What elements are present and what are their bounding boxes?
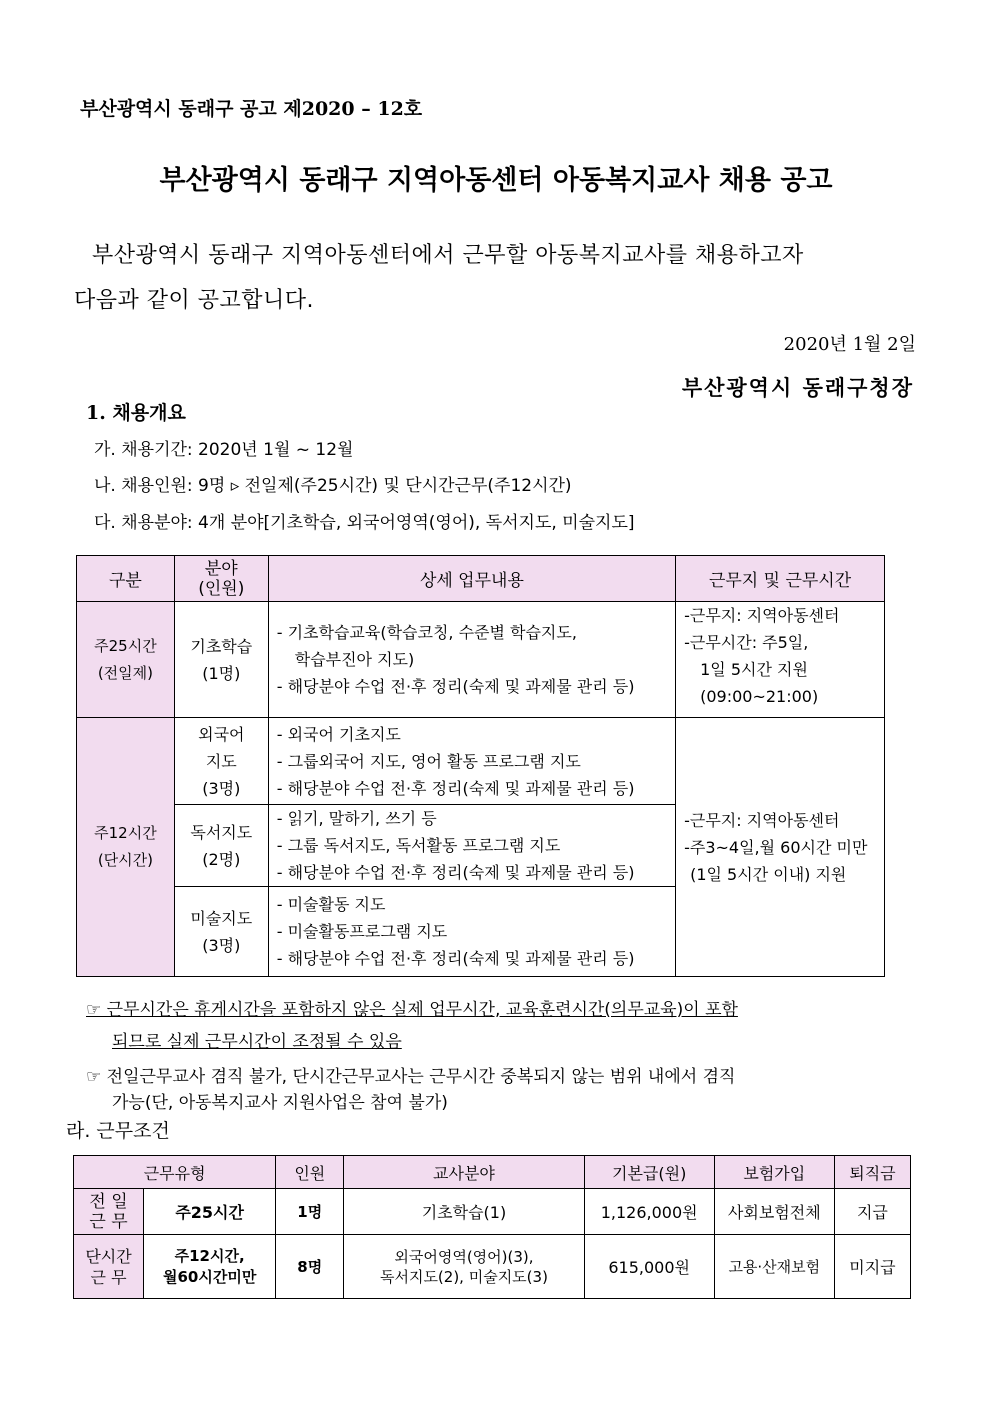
duty-line: - 읽기, 말하기, 쓰기 등: [276, 809, 437, 828]
duties-reading: [268, 805, 675, 887]
teacher-field: [344, 1235, 584, 1299]
count: 8명: [276, 1235, 344, 1299]
table-row: [77, 602, 885, 718]
field-line: 외국어: [198, 724, 245, 744]
header-base-pay: 기본급(원): [584, 1156, 714, 1189]
work-type-l2: 근 무: [90, 1267, 127, 1287]
header-field-l2: (인원): [198, 578, 245, 599]
duty-line: - 기초학습교육(학습코칭, 수준별 학습지도,: [276, 623, 577, 642]
section-2-heading: 라. 근무조건: [66, 1120, 170, 1142]
note-1-line-2: 되므로 실제 근무시간이 조정될 수 있음: [112, 1032, 402, 1052]
work-hours: [144, 1235, 276, 1299]
table-row: [74, 1235, 911, 1299]
duty-line: - 미술활동프로그램 지도: [276, 922, 448, 941]
field-basic: [174, 602, 268, 718]
notice-date: 2020년 1월 2일: [783, 334, 916, 355]
category-fulltime: [77, 602, 175, 718]
workplace-line: (1일 5시간 이내) 지원: [690, 864, 847, 884]
item-headcount: 나. 채용인원: 9명 ▹ 전일제(주25시간) 및 단시간근무(주12시간): [94, 476, 572, 496]
duty-line: 학습부진아 지도): [294, 650, 415, 669]
work-hours-l1: 주12시간,: [174, 1246, 245, 1265]
field-line: (3명): [202, 935, 241, 955]
page-title: 부산광역시 동래구 지역아동센터 아동복지교사 채용 공고: [159, 165, 833, 196]
work-type-l1: 단시간: [85, 1246, 132, 1266]
header-severance: 퇴직금: [834, 1156, 910, 1189]
field-reading: [174, 805, 268, 887]
teacher-field-l1: 기초학습(1): [421, 1203, 507, 1222]
header-category: 구분: [77, 556, 175, 602]
intro-line-1: 부산광역시 동래구 지역아동센터에서 근무할 아동복지교사를 채용하고자: [92, 243, 804, 268]
header-field-l1: 분야: [204, 558, 238, 579]
category-parttime: [77, 718, 175, 977]
teacher-field-l1: 외국어영역(영어)(3),: [394, 1247, 534, 1266]
duty-line: - 해당분야 수업 전·후 정리(숙제 및 과제물 관리 등): [276, 778, 635, 798]
base-pay: 615,000원: [584, 1235, 714, 1299]
header-count: 인원: [276, 1156, 344, 1189]
work-hours-l2: 월60시간미만: [162, 1267, 257, 1286]
category-parttime-l1: 주12시간: [94, 824, 157, 842]
item-fields: 다. 채용분야: 4개 분야[기초학습, 외국어영역(영어), 독서지도, 미술지도]: [94, 513, 635, 533]
duty-line: - 미술활동 지도: [276, 895, 386, 914]
note-2-line-1: ☞ 전일근무교사 겸직 불가, 단시간근무교사는 근무시간 중복되지 않는 범위 내에서 겸직: [86, 1067, 736, 1087]
work-type-l1: 전 일: [89, 1191, 128, 1212]
duty-line: - 그룹 독서지도, 독서활동 프로그램 지도: [276, 836, 561, 855]
notice-number: 부산광역시 동래구 공고 제2020 – 12호: [80, 98, 423, 120]
work-type-label: [74, 1189, 144, 1235]
duty-line: - 해당분야 수업 전·후 정리(숙제 및 과제물 관리 등): [276, 677, 635, 696]
teacher-field-l2: 독서지도(2), 미술지도(3): [379, 1267, 548, 1286]
header-work-type: 근무유형: [74, 1156, 276, 1189]
header-workplace: 근무지 및 근무시간: [676, 556, 885, 602]
count: 1명: [276, 1189, 344, 1235]
conditions-table: [73, 1155, 911, 1299]
workplace-line: -근무지: 지역아동센터: [684, 606, 840, 625]
work-type-label: [74, 1235, 144, 1299]
item-period: 가. 채용기간: 2020년 1월 ~ 12월: [94, 440, 354, 460]
field-line: 지도: [205, 751, 237, 771]
duties-basic: [268, 602, 675, 718]
duty-line: - 그룹외국어 지도, 영어 활동 프로그램 지도: [276, 751, 581, 771]
severance: 미지급: [834, 1235, 910, 1299]
header-duties: 상세 업무내용: [268, 556, 675, 602]
base-pay: 1,126,000원: [584, 1189, 714, 1235]
duty-line: - 해당분야 수업 전·후 정리(숙제 및 과제물 관리 등): [276, 863, 635, 882]
teacher-field: [344, 1189, 584, 1235]
field-basic-l2: (1명): [202, 663, 241, 683]
category-fulltime-l1: 주25시간: [94, 636, 157, 655]
header-insurance: 보험가입: [714, 1156, 834, 1189]
table-row: [77, 718, 885, 805]
section-1-heading: 1. 채용개요: [86, 402, 186, 424]
header-teacher-field: 교사분야: [344, 1156, 584, 1189]
insurance: 고용·산재보험: [714, 1235, 834, 1299]
field-line: 독서지도: [190, 822, 253, 842]
work-hours: [144, 1189, 276, 1235]
intro-line-2: 다음과 같이 공고합니다.: [74, 288, 315, 313]
insurance: 사회보험전체: [714, 1189, 834, 1235]
note-2-line-2: 가능(단, 아동복지교사 지원사업은 참여 불가): [112, 1093, 448, 1113]
table-header-row: [77, 556, 885, 602]
category-fulltime-l2: (전일제): [97, 663, 154, 682]
workplace-line: -근무시간: 주5일,: [684, 633, 809, 652]
field-basic-l1: 기초학습: [190, 636, 253, 656]
work-type-l2: 근 무: [89, 1211, 128, 1232]
workplace-line: -주3~4일,월 60시간 미만: [684, 837, 868, 857]
workplace-line: (09:00~21:00): [700, 687, 819, 706]
field-foreign-language: [174, 718, 268, 805]
field-line: 미술지도: [190, 908, 253, 928]
table-row: [74, 1189, 911, 1235]
duty-line: - 외국어 기초지도: [276, 724, 401, 744]
duties-foreign-language: [268, 718, 675, 805]
field-line: (3명): [202, 778, 241, 798]
duties-art: [268, 887, 675, 977]
workplace-parttime: [676, 718, 885, 977]
work-hours-l1: 주25시간: [175, 1203, 244, 1222]
duty-line: - 해당분야 수업 전·후 정리(숙제 및 과제물 관리 등): [276, 949, 635, 968]
field-line: (2명): [202, 849, 241, 869]
issuer: 부산광역시 동래구청장: [681, 376, 914, 400]
recruitment-table: [76, 555, 885, 977]
severance: 지급: [834, 1189, 910, 1235]
workplace-line: -근무지: 지역아동센터: [684, 810, 840, 830]
workplace-line: 1일 5시간 지원: [700, 660, 808, 679]
category-parttime-l2: (단시간): [97, 851, 154, 869]
workplace-fulltime: [676, 602, 885, 718]
field-art: [174, 887, 268, 977]
header-field: [174, 556, 268, 602]
note-1-line-1: ☞ 근무시간은 휴게시간을 포함하지 않은 실제 업무시간, 교육훈련시간(의무교육)이 포함: [86, 1000, 738, 1020]
conditions-header-row: [74, 1156, 911, 1189]
